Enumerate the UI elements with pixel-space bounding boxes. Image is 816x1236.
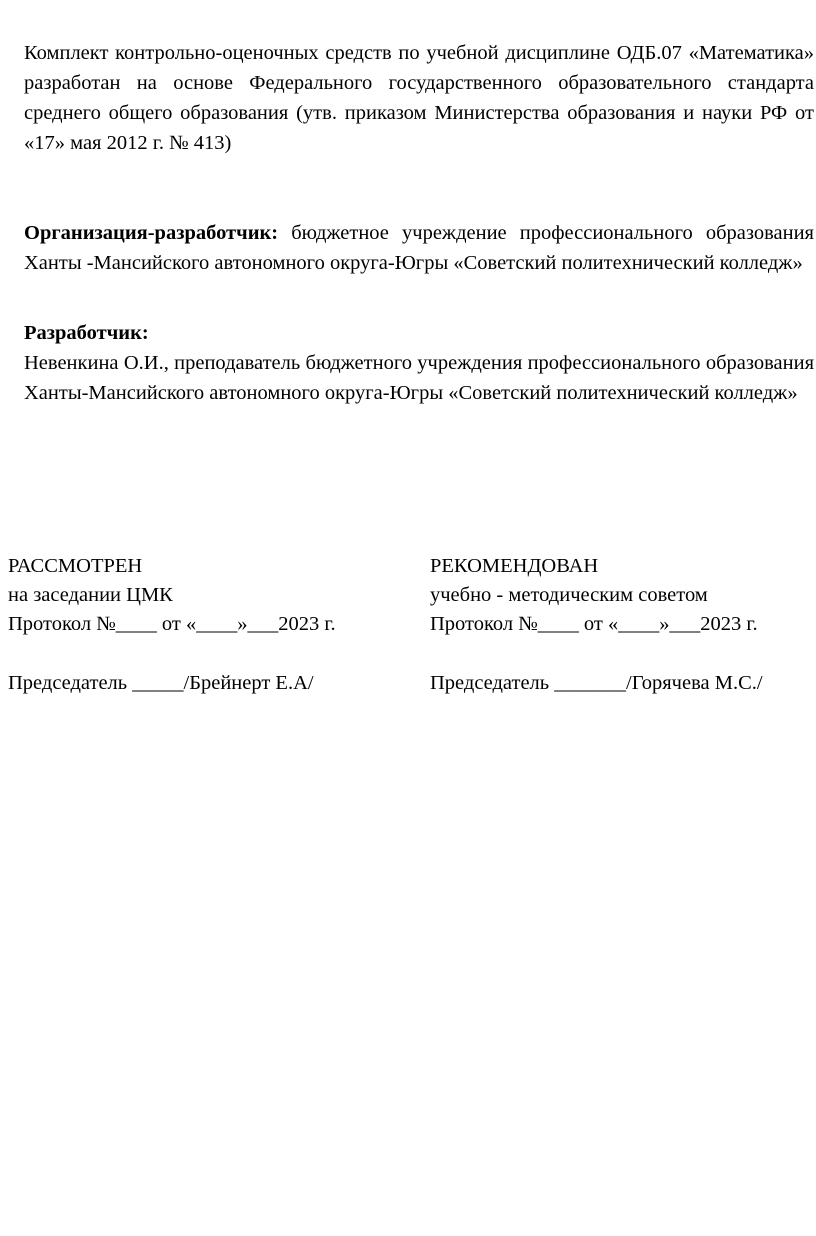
left-spacer bbox=[8, 638, 336, 668]
approval-left-column bbox=[8, 551, 336, 697]
right-body: учебно - методическим советом bbox=[430, 584, 708, 606]
document-page bbox=[24, 38, 814, 408]
left-status: РАССМОТРЕН bbox=[8, 555, 143, 577]
organization-label: Организация-разработчик: bbox=[24, 222, 279, 244]
developer-text: Невенкина О.И., преподаватель бюджетного учреждения профессионального образования Ханты-Мансийского автономного округа-Югры «Советский политехнический колледж» bbox=[24, 352, 814, 404]
organization-text: бюджетное учреждение профессионального образования Ханты -Мансийского автономного округа-Югры «Советский политехнический колледж» bbox=[24, 222, 814, 274]
approval-right-column bbox=[430, 551, 763, 697]
right-chair: Председатель _______/Горячева М.С./ bbox=[430, 672, 763, 694]
intro-paragraph: Комплект контрольно-оценочных средств по учебной дисциплине ОДБ.07 «Математика» разработан на основе Федерального государственного образовательного стандарта среднего общего образования (утв. приказом Министерства образования и науки РФ от «17» мая 2012 г. № 413) bbox=[24, 42, 814, 154]
left-chair: Председатель _____/Брейнерт Е.А/ bbox=[8, 672, 314, 694]
right-status: РЕКОМЕНДОВАН bbox=[430, 555, 599, 577]
right-spacer bbox=[430, 638, 763, 668]
right-protocol: Протокол №____ от «____»___2023 г. bbox=[430, 613, 758, 635]
developer-label: Разработчик: bbox=[24, 322, 149, 344]
developer-block bbox=[24, 318, 814, 408]
approval-section bbox=[8, 551, 816, 694]
organization-paragraph bbox=[24, 218, 814, 278]
left-protocol: Протокол №____ от «____»___2023 г. bbox=[8, 613, 336, 635]
left-body: на заседании ЦМК bbox=[8, 584, 173, 606]
